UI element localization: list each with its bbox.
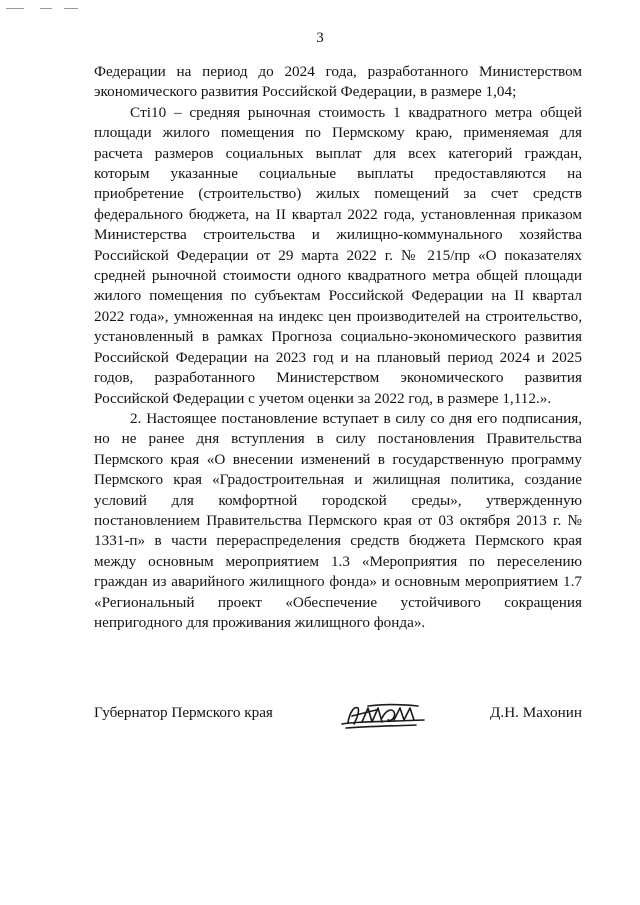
signer-position: Губернатор Пермского края (94, 704, 273, 721)
handwritten-signature (338, 698, 428, 732)
paragraph-cti10-definition: Cтi10 – средняя рыночная стоимость 1 квадратного метра общей площади жилого помещения по Пермскому краю, применяемая для расчета размеров социальных выплат для всех категорий граждан, которым указанные социальные выплаты предоставляются на приобретение (строительство) жилых помещений за счет средств федерального бюджета, на II квартал 2022 года, установленная приказом Министерства строительства и жилищно-коммунального хозяйства Российской Федерации от 29 марта 2022 г. № 215/пр «О показателях средней рыночной стоимости одного квадратного метра общей площади жилого помещения по субъектам Российской Федерации на II квартал 2022 года», умноженная на индекс цен производителей на строительство, установленный в рамках Прогноза социально-экономического развития Российской Федерации на 2023 год и на плановый период 2024 и 2025 годов, разработанного Министерством экономического развития Российской Федерации с учетом оценки за 2022 год, в размере 1,112.». (94, 103, 582, 407)
signer-name: Д.Н. Махонин (490, 704, 582, 721)
signature-block (94, 702, 582, 732)
paragraph-effective-date: 2. Настоящее постановление вступает в силу со дня его подписания, но не ранее дня вступления в силу постановления Правительства Пермского края «О внесении изменений в государственную программу Пермского края «Градостроительная и жилищная политика, создание условий для комфортной городской среды», утвержденную постановлением Правительства Пермского края от 03 октября 2013 г. № 1331-п» в части перераспределения средств бюджета Пермского края между основным мероприятием 1.3 «Мероприятия по переселению граждан из аварийного жилищного фонда» и основным мероприятием 1.7 «Региональный проект «Обеспечение устойчивого сокращения непригодного для проживания жилищного фонда». (94, 409, 582, 631)
scan-mark (6, 8, 24, 9)
page-number: 3 (316, 30, 324, 46)
scan-mark (40, 8, 52, 9)
paragraph-continuation: Федерации на период до 2024 года, разработанного Министерством экономического развития Российской Федерации, в размере 1,04; (94, 63, 582, 101)
document-body (94, 62, 582, 633)
scan-mark (64, 8, 78, 9)
